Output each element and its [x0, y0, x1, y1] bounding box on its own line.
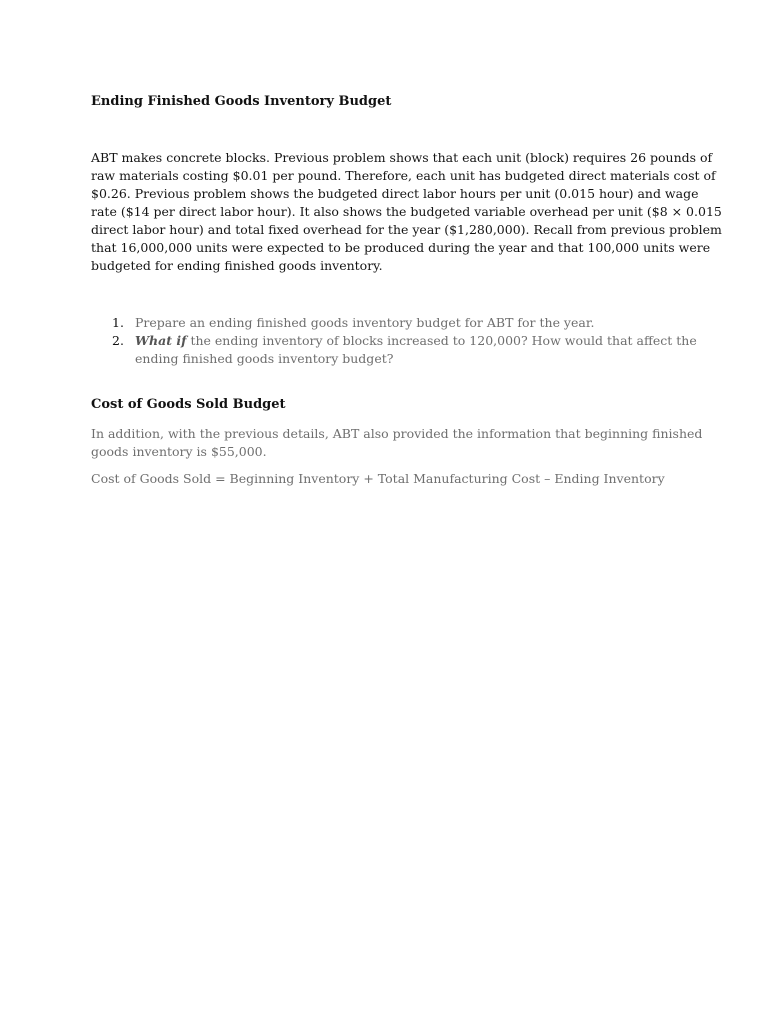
- question-text: ending finished goods inventory budget?: [135, 351, 394, 366]
- formula-text: Cost of Goods Sold = Beginning Inventory + Total Manufacturing Cost – Ending Inventory: [91, 471, 665, 486]
- question-item-1: [91, 314, 691, 332]
- paragraph-line: direct labor hour) and total fixed overhead for the year ($1,280,000). Recall from previous problem: [91, 222, 722, 237]
- question-list: [91, 314, 697, 368]
- section-heading-ending-inventory: Ending Finished Goods Inventory Budget: [91, 94, 392, 109]
- problem-paragraph: [91, 149, 722, 275]
- paragraph-line: $0.26. Previous problem shows the budgeted direct labor hours per unit (0.015 hour) and wage: [91, 186, 699, 201]
- question-text-rest: the ending inventory of blocks increased to 120,000? How would that affect the: [186, 333, 697, 348]
- paragraph-line: budgeted for ending finished goods inventory.: [91, 258, 383, 273]
- paragraph-line: rate ($14 per direct labor hour). It also shows the budgeted variable overhead per unit ($8 × 0.015: [91, 204, 722, 219]
- question-text: [135, 332, 697, 350]
- question-emphasis: What if: [135, 333, 187, 348]
- question-item-2: [91, 332, 697, 368]
- paragraph-line: In addition, with the previous details, ABT also provided the information that beginning finished: [91, 426, 703, 441]
- cogs-formula: [91, 470, 691, 488]
- paragraph-line: that 16,000,000 units were expected to be produced during the year and that 100,000 units were: [91, 240, 711, 255]
- paragraph-line: goods inventory is $55,000.: [91, 444, 267, 459]
- question-text: Prepare an ending finished goods inventory budget for ABT for the year.: [135, 315, 595, 330]
- cogs-paragraph: [91, 425, 703, 461]
- question-number: 2.: [112, 333, 124, 348]
- paragraph-line: ABT makes concrete blocks. Previous problem shows that each unit (block) requires 26 pounds of: [91, 150, 713, 165]
- question-number: 1.: [112, 315, 124, 330]
- section-heading-cogs: Cost of Goods Sold Budget: [91, 397, 286, 412]
- paragraph-line: raw materials costing $0.01 per pound. Therefore, each unit has budgeted direct materials cost of: [91, 168, 716, 183]
